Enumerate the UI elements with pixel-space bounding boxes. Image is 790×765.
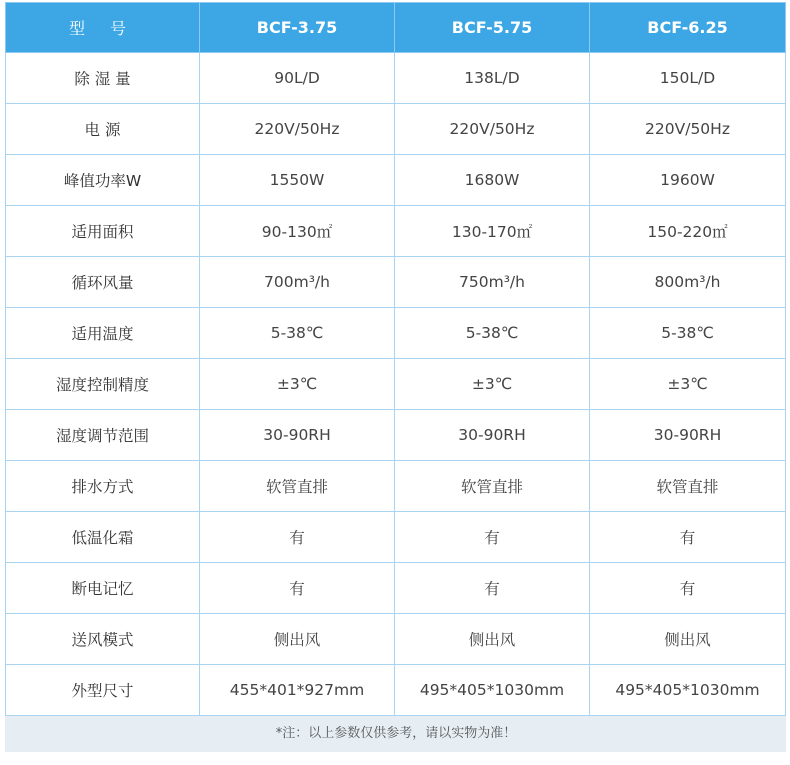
- cell-value: 侧出风: [200, 614, 395, 665]
- row-label: 低温化霜: [6, 512, 200, 563]
- row-label: 适用面积: [6, 206, 200, 257]
- cell-value: 90L/D: [200, 53, 395, 104]
- table-row: [6, 206, 786, 257]
- table-row: [6, 155, 786, 206]
- table-row: [6, 512, 786, 563]
- cell-value: ±3℃: [590, 359, 786, 410]
- cell-value: 软管直排: [590, 461, 786, 512]
- cell-value: 软管直排: [395, 461, 590, 512]
- cell-value: 30-90RH: [395, 410, 590, 461]
- cell-value: 150L/D: [590, 53, 786, 104]
- cell-value: 90-130㎡: [200, 206, 395, 257]
- header-row: [6, 3, 786, 53]
- table-row: [6, 53, 786, 104]
- row-label: 湿度控制精度: [6, 359, 200, 410]
- row-label: 除 湿 量: [6, 53, 200, 104]
- header-model-1: BCF-3.75: [200, 3, 395, 53]
- table-row: [6, 308, 786, 359]
- row-label: 排水方式: [6, 461, 200, 512]
- disclaimer-note: *注：以上参数仅供参考，请以实物为准！: [5, 716, 786, 752]
- cell-value: 750m³/h: [395, 257, 590, 308]
- row-label: 电 源: [6, 104, 200, 155]
- cell-value: 700m³/h: [200, 257, 395, 308]
- cell-value: 220V/50Hz: [200, 104, 395, 155]
- row-label: 断电记忆: [6, 563, 200, 614]
- cell-value: 455*401*927mm: [200, 665, 395, 716]
- table-row: [6, 359, 786, 410]
- cell-value: 5-38℃: [590, 308, 786, 359]
- cell-value: 侧出风: [395, 614, 590, 665]
- cell-value: ±3℃: [200, 359, 395, 410]
- cell-value: 1550W: [200, 155, 395, 206]
- spec-table: [5, 2, 786, 716]
- row-label: 适用温度: [6, 308, 200, 359]
- table-row: [6, 614, 786, 665]
- cell-value: 800m³/h: [590, 257, 786, 308]
- header-model-3: BCF-6.25: [590, 3, 786, 53]
- cell-value: 有: [590, 512, 786, 563]
- spec-body: [6, 53, 786, 716]
- row-label: 湿度调节范围: [6, 410, 200, 461]
- table-row: [6, 461, 786, 512]
- cell-value: 220V/50Hz: [395, 104, 590, 155]
- cell-value: 有: [395, 563, 590, 614]
- cell-value: 30-90RH: [200, 410, 395, 461]
- row-label: 外型尺寸: [6, 665, 200, 716]
- table-row: [6, 104, 786, 155]
- cell-value: 有: [200, 512, 395, 563]
- table-row: [6, 563, 786, 614]
- cell-value: 150-220㎡: [590, 206, 786, 257]
- cell-value: 220V/50Hz: [590, 104, 786, 155]
- cell-value: 495*405*1030mm: [590, 665, 786, 716]
- cell-value: 30-90RH: [590, 410, 786, 461]
- table-row: [6, 257, 786, 308]
- cell-value: 侧出风: [590, 614, 786, 665]
- cell-value: 130-170㎡: [395, 206, 590, 257]
- cell-value: 有: [590, 563, 786, 614]
- row-label: 峰值功率W: [6, 155, 200, 206]
- cell-value: 495*405*1030mm: [395, 665, 590, 716]
- cell-value: 软管直排: [200, 461, 395, 512]
- cell-value: 有: [395, 512, 590, 563]
- cell-value: 138L/D: [395, 53, 590, 104]
- cell-value: 1680W: [395, 155, 590, 206]
- table-row: [6, 410, 786, 461]
- table-row: [6, 665, 786, 716]
- cell-value: 5-38℃: [200, 308, 395, 359]
- cell-value: 5-38℃: [395, 308, 590, 359]
- spec-sheet: [5, 2, 785, 752]
- header-model-label: 型 号: [6, 3, 200, 53]
- row-label: 循环风量: [6, 257, 200, 308]
- cell-value: ±3℃: [395, 359, 590, 410]
- cell-value: 1960W: [590, 155, 786, 206]
- header-model-2: BCF-5.75: [395, 3, 590, 53]
- cell-value: 有: [200, 563, 395, 614]
- row-label: 送风模式: [6, 614, 200, 665]
